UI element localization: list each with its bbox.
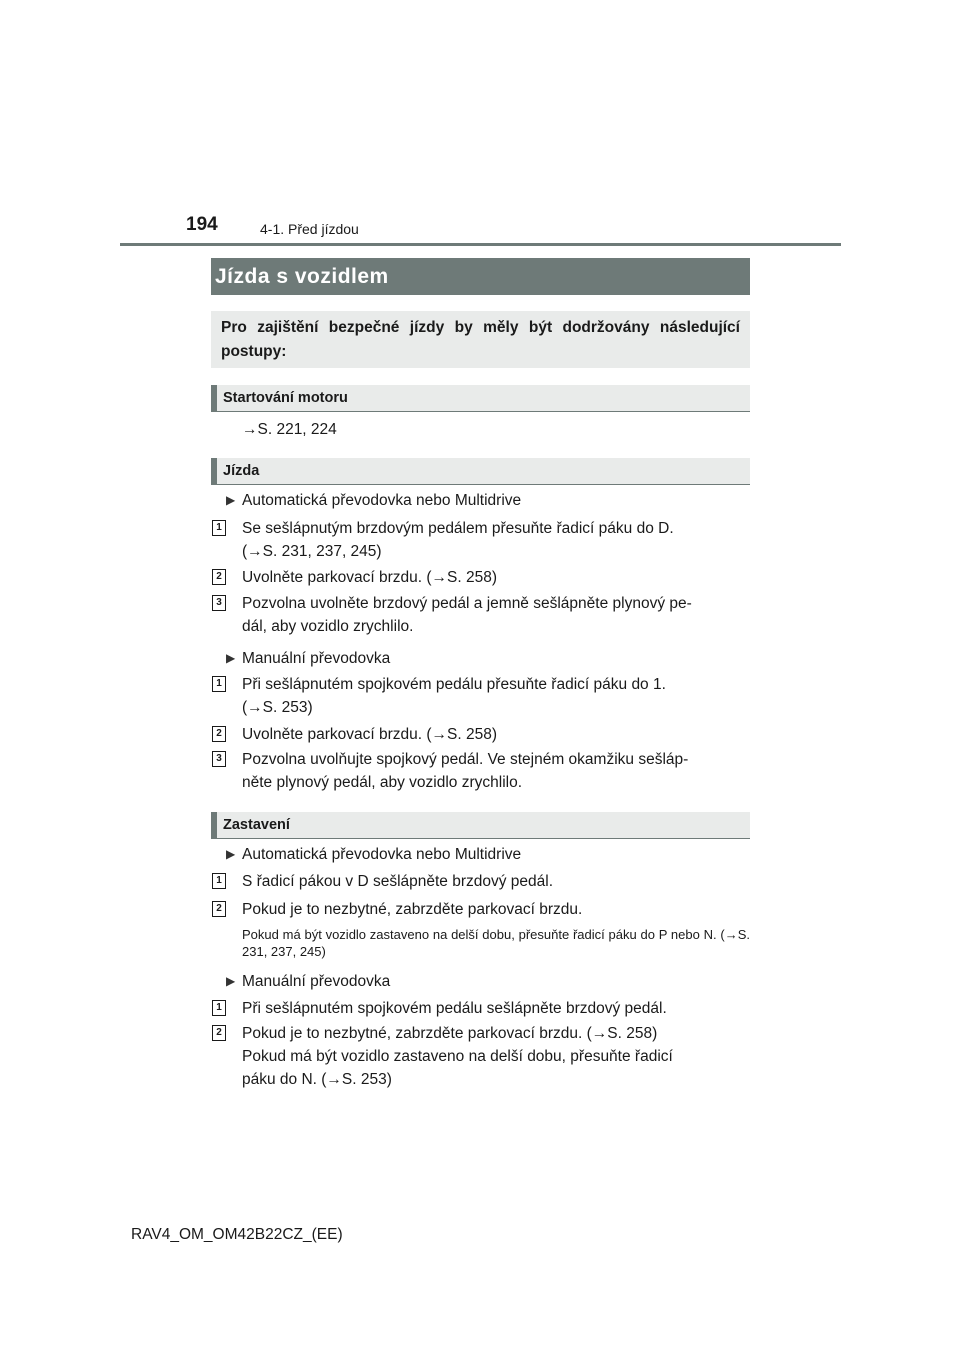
step-number-badge: 1	[212, 520, 226, 536]
drive-auto-label: Automatická převodovka nebo Multidrive	[242, 492, 522, 509]
drive-auto-step-1-line-1: Se sešlápnutým brzdovým pedálem přesuňte řadicí páku do D.	[242, 520, 674, 537]
heading-stopping: Zastavení	[211, 812, 750, 839]
step-number-badge: 2	[212, 1025, 226, 1041]
step-number-badge: 2	[212, 726, 226, 742]
heading-driving: Jízda	[211, 458, 750, 485]
stop-auto-step-1: S řadicí pákou v D sešlápněte brzdový pedál.	[242, 873, 554, 890]
step-number-badge: 2	[212, 901, 226, 917]
drive-auto-step-2: Uvolněte parkovací brzdu. (→S. 258)	[242, 569, 498, 586]
section-label: 4-1. Před jízdou	[260, 221, 359, 237]
heading-start-engine: Startování motoru	[211, 385, 750, 412]
start-reference-link[interactable]: →S. 221, 224	[242, 421, 337, 438]
step-number-badge: 3	[212, 751, 226, 767]
drive-manual-step-3-line-2: něte plynový pedál, aby vozidlo zrychlilo.	[242, 774, 523, 791]
triangle-bullet-icon: ▶	[226, 847, 236, 861]
drive-manual-step-3-line-1: Pozvolna uvolňujte spojkový pedál. Ve stejném okamžiku sešláp-	[242, 751, 689, 768]
step-number-badge: 3	[212, 595, 226, 611]
step-number-badge: 1	[212, 1000, 226, 1016]
stop-manual-step-2-line-2: Pokud má být vozidlo zastaveno na delší dobu, přesuňte řadicí	[242, 1048, 673, 1065]
triangle-bullet-icon: ▶	[226, 493, 236, 507]
intro-text: Pro zajištění bezpečné jízdy by měly být dodržovány následující postupy:	[211, 311, 750, 368]
stop-auto-note: Pokud má být vozidlo zastaveno na delší dobu, přesuňte řadicí páku do P nebo N. (→S. 231, 237, 245)	[242, 927, 750, 959]
stop-manual-step-2-line-3: páku do N. (→S. 253)	[242, 1071, 392, 1088]
stop-manual-step-1: Při sešlápnutém spojkovém pedálu sešlápněte brzdový pedál.	[242, 1000, 667, 1017]
drive-manual-step-1-line-2[interactable]: (→S. 253)	[242, 699, 313, 716]
triangle-bullet-icon: ▶	[226, 974, 236, 988]
drive-auto-step-3-line-2: dál, aby vozidlo zrychlilo.	[242, 618, 414, 635]
drive-auto-step-3-line-1: Pozvolna uvolněte brzdový pedál a jemně sešlápněte plynový pe-	[242, 595, 692, 612]
drive-manual-label: Manuální převodovka	[242, 650, 391, 667]
page-title: Jízda s vozidlem	[211, 258, 750, 295]
step-number-badge: 1	[212, 676, 226, 692]
page-number: 194	[186, 214, 218, 235]
step-number-badge: 2	[212, 569, 226, 585]
stop-manual-label: Manuální převodovka	[242, 973, 391, 990]
header-divider	[120, 243, 841, 246]
drive-manual-step-1-line-1: Při sešlápnutém spojkovém pedálu přesuňte řadicí páku do 1.	[242, 676, 666, 693]
triangle-bullet-icon: ▶	[226, 651, 236, 665]
stop-auto-step-2: Pokud je to nezbytné, zabrzděte parkovací brzdu.	[242, 901, 583, 918]
drive-manual-step-2: Uvolněte parkovací brzdu. (→S. 258)	[242, 726, 498, 743]
document-code-footer: RAV4_OM_OM42B22CZ_(EE)	[131, 1226, 343, 1243]
stop-manual-step-2-line-1: Pokud je to nezbytné, zabrzděte parkovací brzdu. (→S. 258)	[242, 1025, 658, 1042]
step-number-badge: 1	[212, 873, 226, 889]
drive-auto-step-1-line-2[interactable]: (→S. 231, 237, 245)	[242, 543, 382, 560]
stop-auto-label: Automatická převodovka nebo Multidrive	[242, 846, 522, 863]
